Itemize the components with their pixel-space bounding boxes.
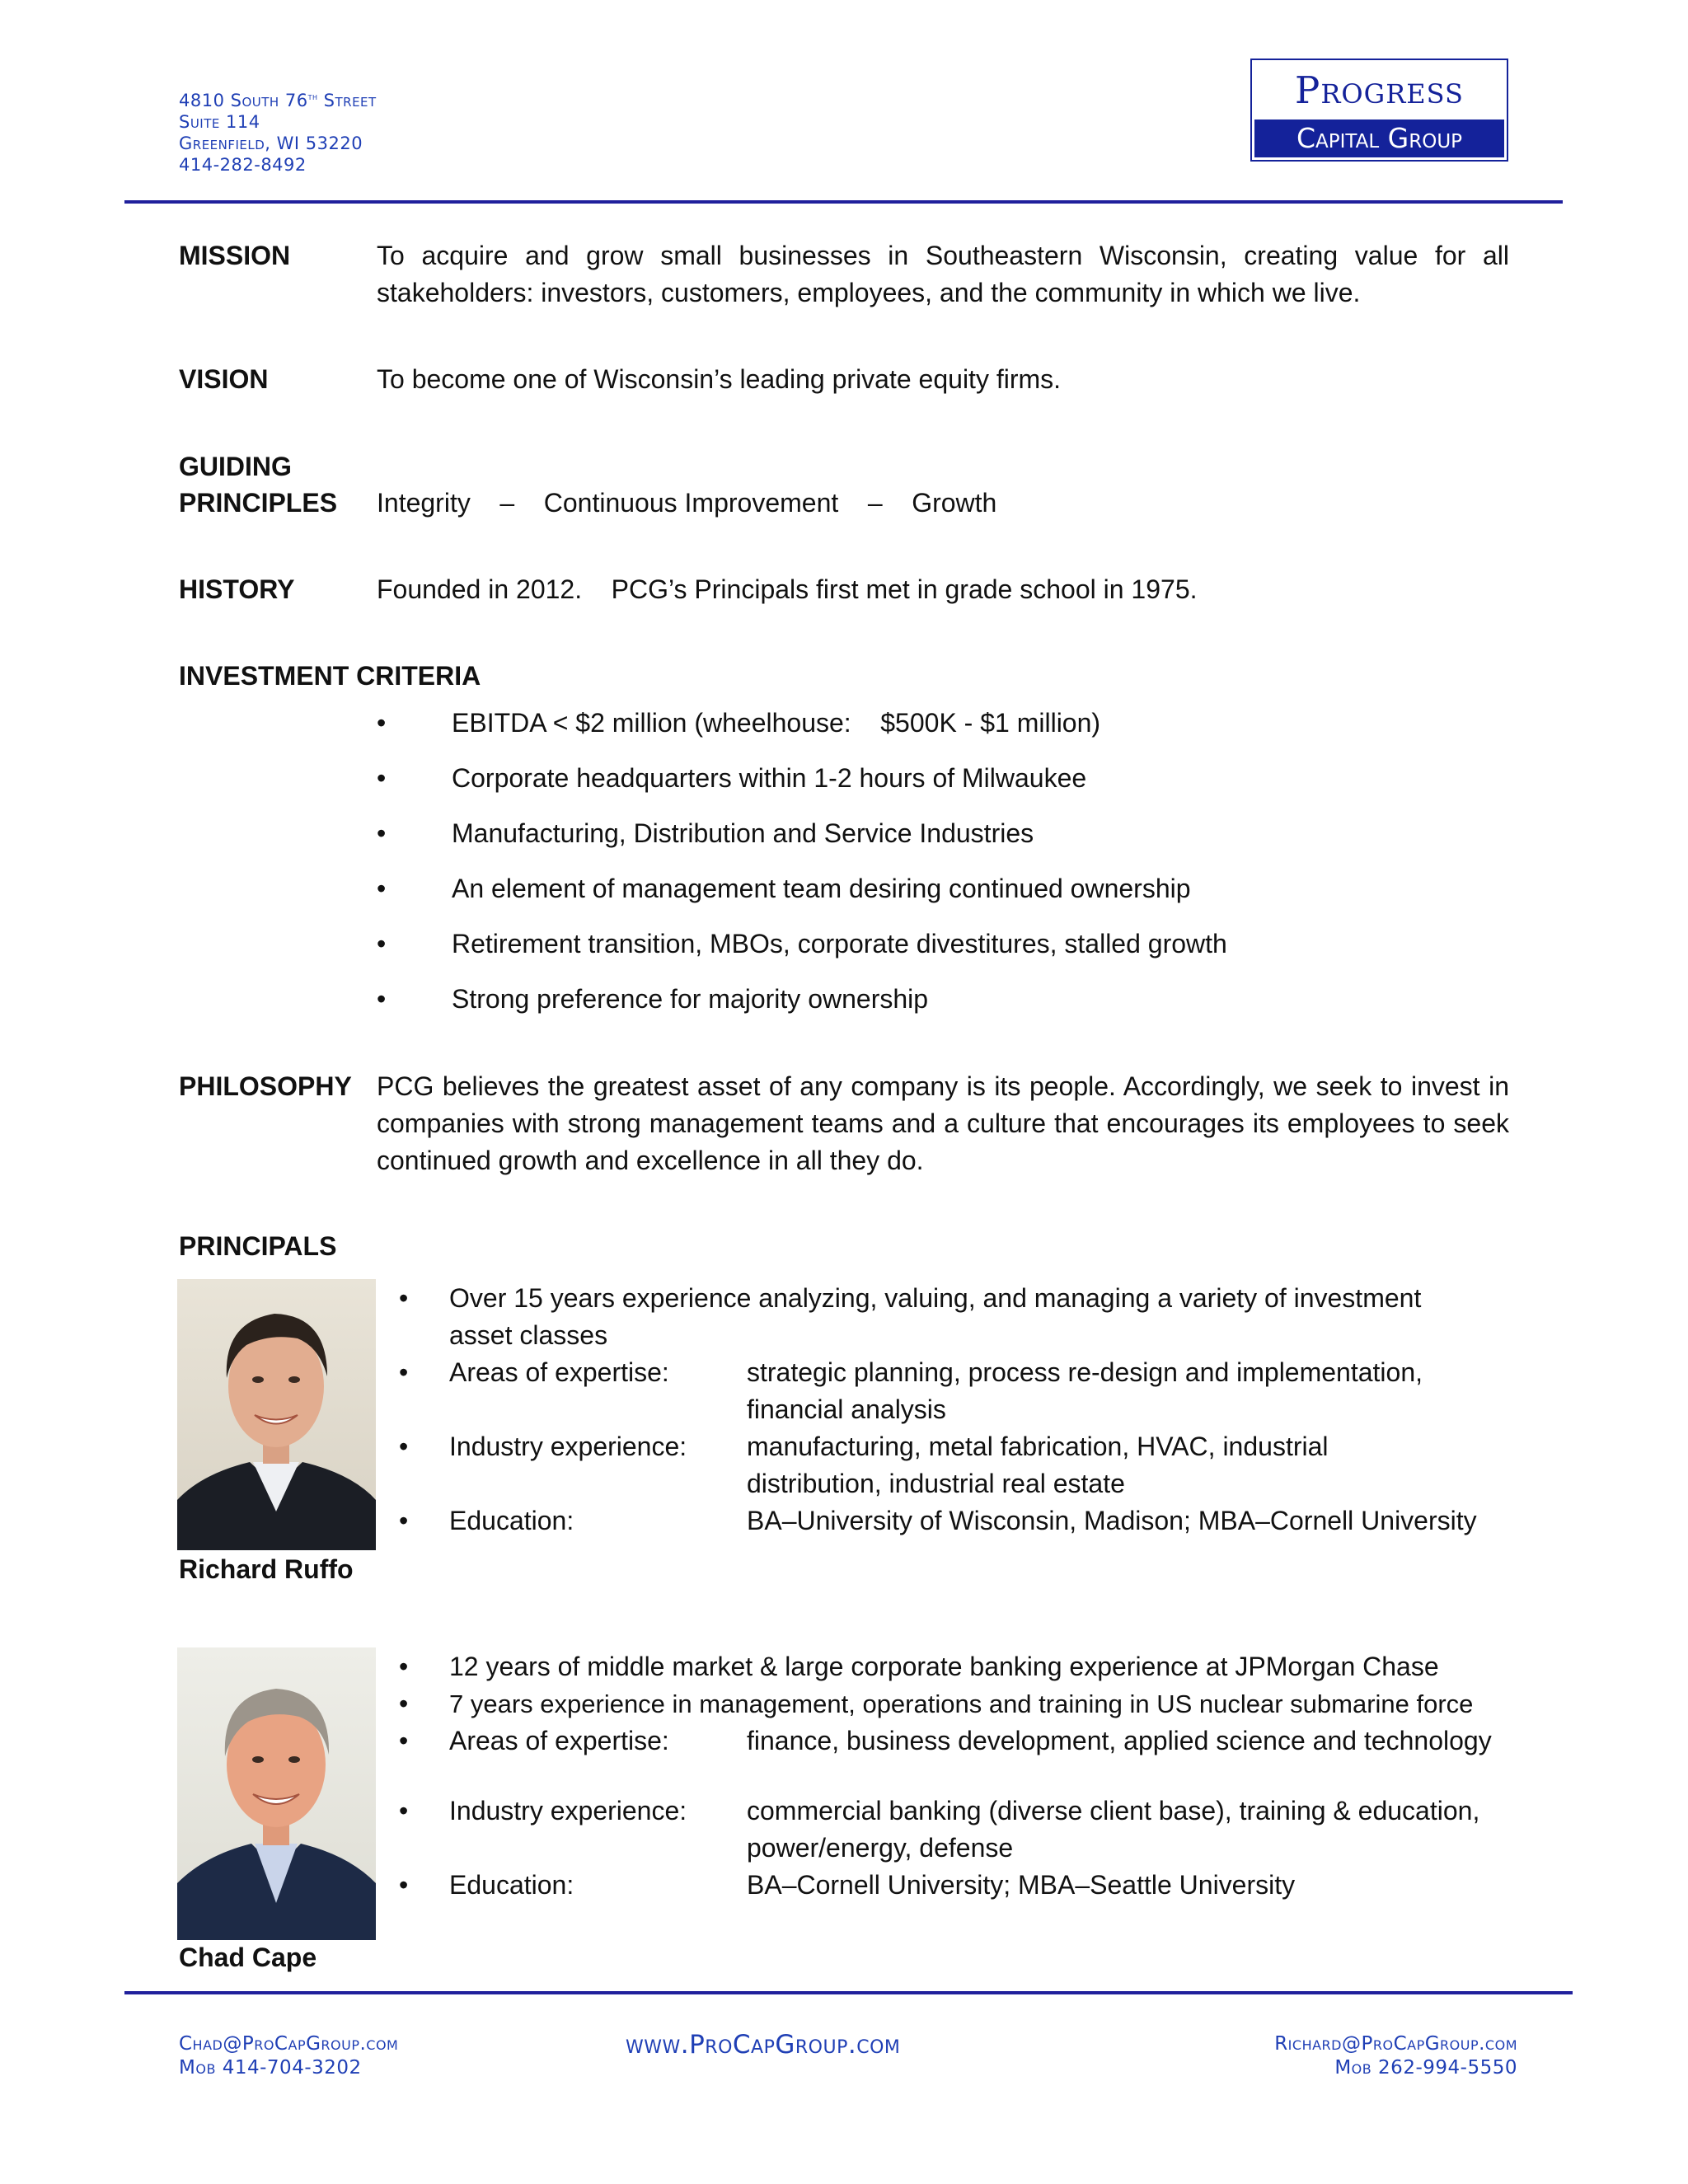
logo-progress-text: Progress	[1295, 68, 1464, 112]
principles-label: PRINCIPLES	[179, 488, 338, 518]
chad-email-link[interactable]: Chad@ProCapGroup.com	[179, 2033, 399, 2055]
header-divider	[124, 200, 1563, 204]
address-suite: Suite 114	[179, 112, 260, 132]
address-street: 4810 South 76th Street	[179, 91, 377, 110]
history-text: Founded in 2012. PCG’s Principals first met in grade school in 1975.	[377, 574, 1198, 604]
logo-capital-group-text: Capital Group	[1254, 120, 1504, 157]
company-logo	[1250, 59, 1508, 162]
vision-text: To become one of Wisconsin’s leading private equity firms.	[377, 364, 1062, 394]
richard-email-link[interactable]: Richard@ProCapGroup.com	[1274, 2033, 1517, 2055]
principal-photo-richard-ruffo	[177, 1279, 376, 1550]
richard-mobile-phone: Mob 262-994-5550	[1334, 2057, 1517, 2079]
footer-left-contact	[179, 2032, 398, 2080]
company-address	[179, 86, 377, 176]
philosophy-text: PCG believes the greatest asset of any company is its people. Accordingly, we seek to invest in companies with strong management teams and a culture that encourages its employees to seek continued growth and excellence in all they do.	[377, 1071, 1509, 1175]
philosophy-label: PHILOSOPHY	[179, 1071, 352, 1101]
principal-photo-chad-cape	[177, 1647, 376, 1940]
guiding-principles-text: Integrity – Continuous Improvement – Growth	[377, 488, 997, 518]
principals-label: PRINCIPALS	[179, 1231, 337, 1261]
mission-text: To acquire and grow small businesses in Southeastern Wisconsin, creating value for all stakeholders: investors, customers, employees, and the community in which we live.	[377, 241, 1509, 307]
mission-label: MISSION	[179, 241, 291, 270]
address-city: Greenfield, WI 53220	[179, 134, 363, 153]
chad-mobile-phone: Mob 414-704-3202	[179, 2057, 362, 2079]
guiding-label: GUIDING	[179, 452, 292, 481]
history-label: HISTORY	[179, 574, 295, 604]
investment-criteria-label: INVESTMENT CRITERIA	[179, 661, 481, 691]
address-phone: 414-282-8492	[179, 155, 307, 175]
footer-divider	[124, 1991, 1573, 1994]
footer-right-contact	[1274, 2032, 1517, 2080]
vision-label: VISION	[179, 364, 269, 394]
principal-name-chad-cape: Chad Cape	[179, 1943, 317, 1972]
principal-name-richard-ruffo: Richard Ruffo	[179, 1554, 354, 1584]
website-link[interactable]: www.ProCapGroup.com	[626, 2030, 901, 2060]
